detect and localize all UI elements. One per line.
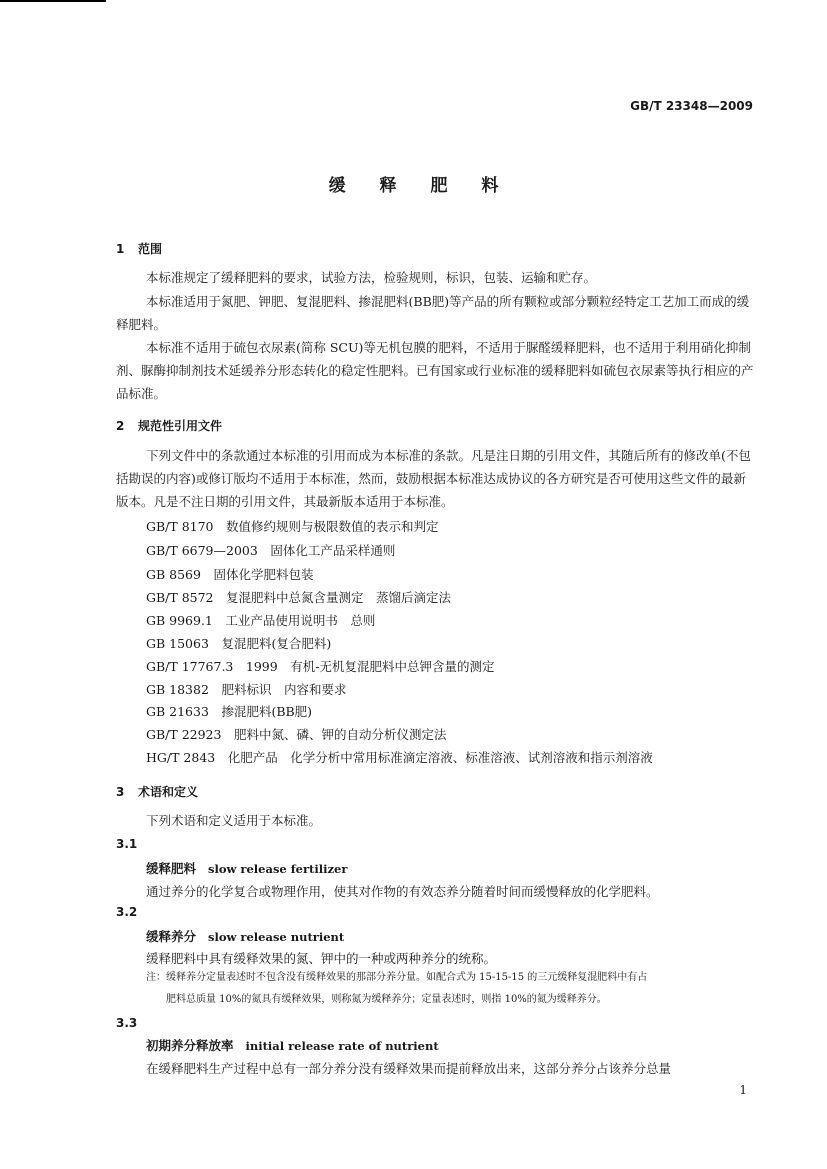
reference-code: GB 18382: [146, 682, 209, 697]
reference-code: GB/T 8170: [146, 519, 214, 534]
document-title: 缓 释 肥 料: [328, 176, 513, 196]
reference-code: GB 21633: [146, 704, 209, 719]
reference-item: [146, 517, 439, 535]
reference-title: 肥料中氮、磷、钾的自动分析仪测定法: [233, 727, 447, 742]
reference-title: 固体化工产品采样通则: [270, 543, 396, 558]
term-english: slow release fertilizer: [208, 862, 348, 876]
term-definition: 在缓释肥料生产过程中总有一部分养分没有缓释效果而提前释放出来，这部分养分占该养分总量: [146, 1061, 672, 1076]
reference-code: GB/T 22923: [146, 727, 222, 742]
term-number: 3.1: [116, 837, 138, 851]
standard-code: GB/T 23348—2009: [630, 99, 753, 113]
reference-item: [146, 634, 331, 652]
top-rule: [0, 0, 106, 2]
reference-item: [146, 541, 395, 559]
reference-title: 数值修约规则与极限数值的表示和判定: [226, 519, 439, 534]
section-2-intro: 下列文件中的条款通过本标准的引用而成为本标准的条款。凡是注日期的引用文件，其随后所有的修改单(不包括勘误的内容)或修订版均不适用于本标准，然而，鼓励根据本标准达成协议的各方研究是否可使用这些文件的最新版本。凡是不注日期的引用文件，其最新版本适用于本标准。: [116, 448, 751, 509]
section-number: 3: [116, 785, 125, 799]
reference-item: [146, 702, 312, 720]
term-note-line-1: 注：缓释养分定量表述时不包含没有缓释效果的那部分养分量。如配合式为 15-15-15 的三元缓释复混肥料中有占: [146, 972, 648, 983]
reference-title: 化肥产品 化学分析中常用标准滴定溶液、标准溶液、试剂溶液和指示剂溶液: [227, 750, 653, 765]
term-number: 3.3: [116, 1016, 138, 1030]
reference-code: GB 8569: [146, 567, 201, 582]
term-english: initial release rate of nutrient: [245, 1039, 439, 1053]
reference-title: 掺混肥料(BB肥): [221, 704, 313, 719]
section-title: 规范性引用文件: [138, 419, 223, 433]
section-1-paragraph-2: 本标准适用于氮肥、钾肥、复混肥料、掺混肥料(BB肥)等产品的所有颗粒或部分颗粒经特定工艺加工而成的缓释肥料。: [116, 294, 750, 332]
section-1-paragraph-1: 本标准规定了缓释肥料的要求，试验方法，检验规则，标识，包装、运输和贮存。: [146, 270, 597, 285]
reference-code: GB/T 6679—2003: [146, 543, 258, 558]
reference-item: [146, 565, 314, 583]
reference-title: 工业产品使用说明书 总则: [225, 613, 376, 628]
term-english: slow release nutrient: [208, 930, 345, 944]
section-3-heading: [116, 783, 198, 800]
reference-code: GB/T 17767.3 1999: [146, 659, 278, 674]
reference-item: [146, 725, 447, 743]
reference-title: 固体化学肥料包装: [213, 567, 314, 582]
term-heading: [146, 927, 344, 945]
term-definition: 通过养分的化学复合或物理作用，使其对作物的有效态养分随着时间而缓慢释放的化学肥料。: [146, 884, 659, 899]
term-heading: [146, 1036, 439, 1054]
reference-title: 复混肥料(复合肥料): [221, 636, 332, 651]
term-chinese: 缓释肥料: [146, 861, 197, 876]
reference-item: [146, 748, 653, 766]
reference-item: [146, 657, 494, 675]
reference-item: [146, 611, 375, 629]
term-heading: [146, 859, 347, 877]
page-number: 1: [739, 1083, 747, 1097]
section-2-heading: [116, 417, 222, 434]
reference-title: 肥料标识 内容和要求: [221, 682, 347, 697]
term-number: 3.2: [116, 905, 138, 919]
section-3-intro: 下列术语和定义适用于本标准。: [146, 813, 322, 828]
reference-title: 复混肥料中总氮含量测定 蒸馏后滴定法: [226, 590, 452, 605]
section-number: 1: [116, 242, 125, 256]
term-note-line-2: 肥料总质量 10%的氮具有缓释效果，则称氮为缓释养分；定量表述时，则指 10%的氮为缓释养分。: [166, 994, 607, 1005]
term-definition: 缓释肥料中具有缓释效果的氮、钾中的一种或两种养分的统称。: [146, 951, 497, 966]
reference-code: GB 15063: [146, 636, 209, 651]
section-title: 范围: [138, 242, 163, 256]
section-1-paragraph-3: 本标准不适用于硫包衣尿素(简称 SCU)等无机包膜的肥料，不适用于脲醛缓释肥料，也不适用于利用硝化抑制剂、脲酶抑制剂技术延缓养分形态转化的稳定性肥料。已有国家或行业标准的缓释肥料如硫包衣尿素等执行相应的产品标准。: [116, 340, 754, 401]
reference-title: 有机-无机复混肥料中总钾含量的测定: [290, 659, 495, 674]
term-chinese: 缓释养分: [146, 929, 197, 944]
reference-code: HG/T 2843: [146, 750, 216, 765]
section-1-heading: [116, 240, 162, 257]
reference-code: GB/T 8572: [146, 590, 214, 605]
section-number: 2: [116, 419, 125, 433]
term-chinese: 初期养分释放率: [146, 1038, 234, 1053]
reference-item: [146, 588, 451, 606]
reference-code: GB 9969.1: [146, 613, 213, 628]
reference-item: [146, 680, 346, 698]
section-title: 术语和定义: [138, 785, 199, 799]
